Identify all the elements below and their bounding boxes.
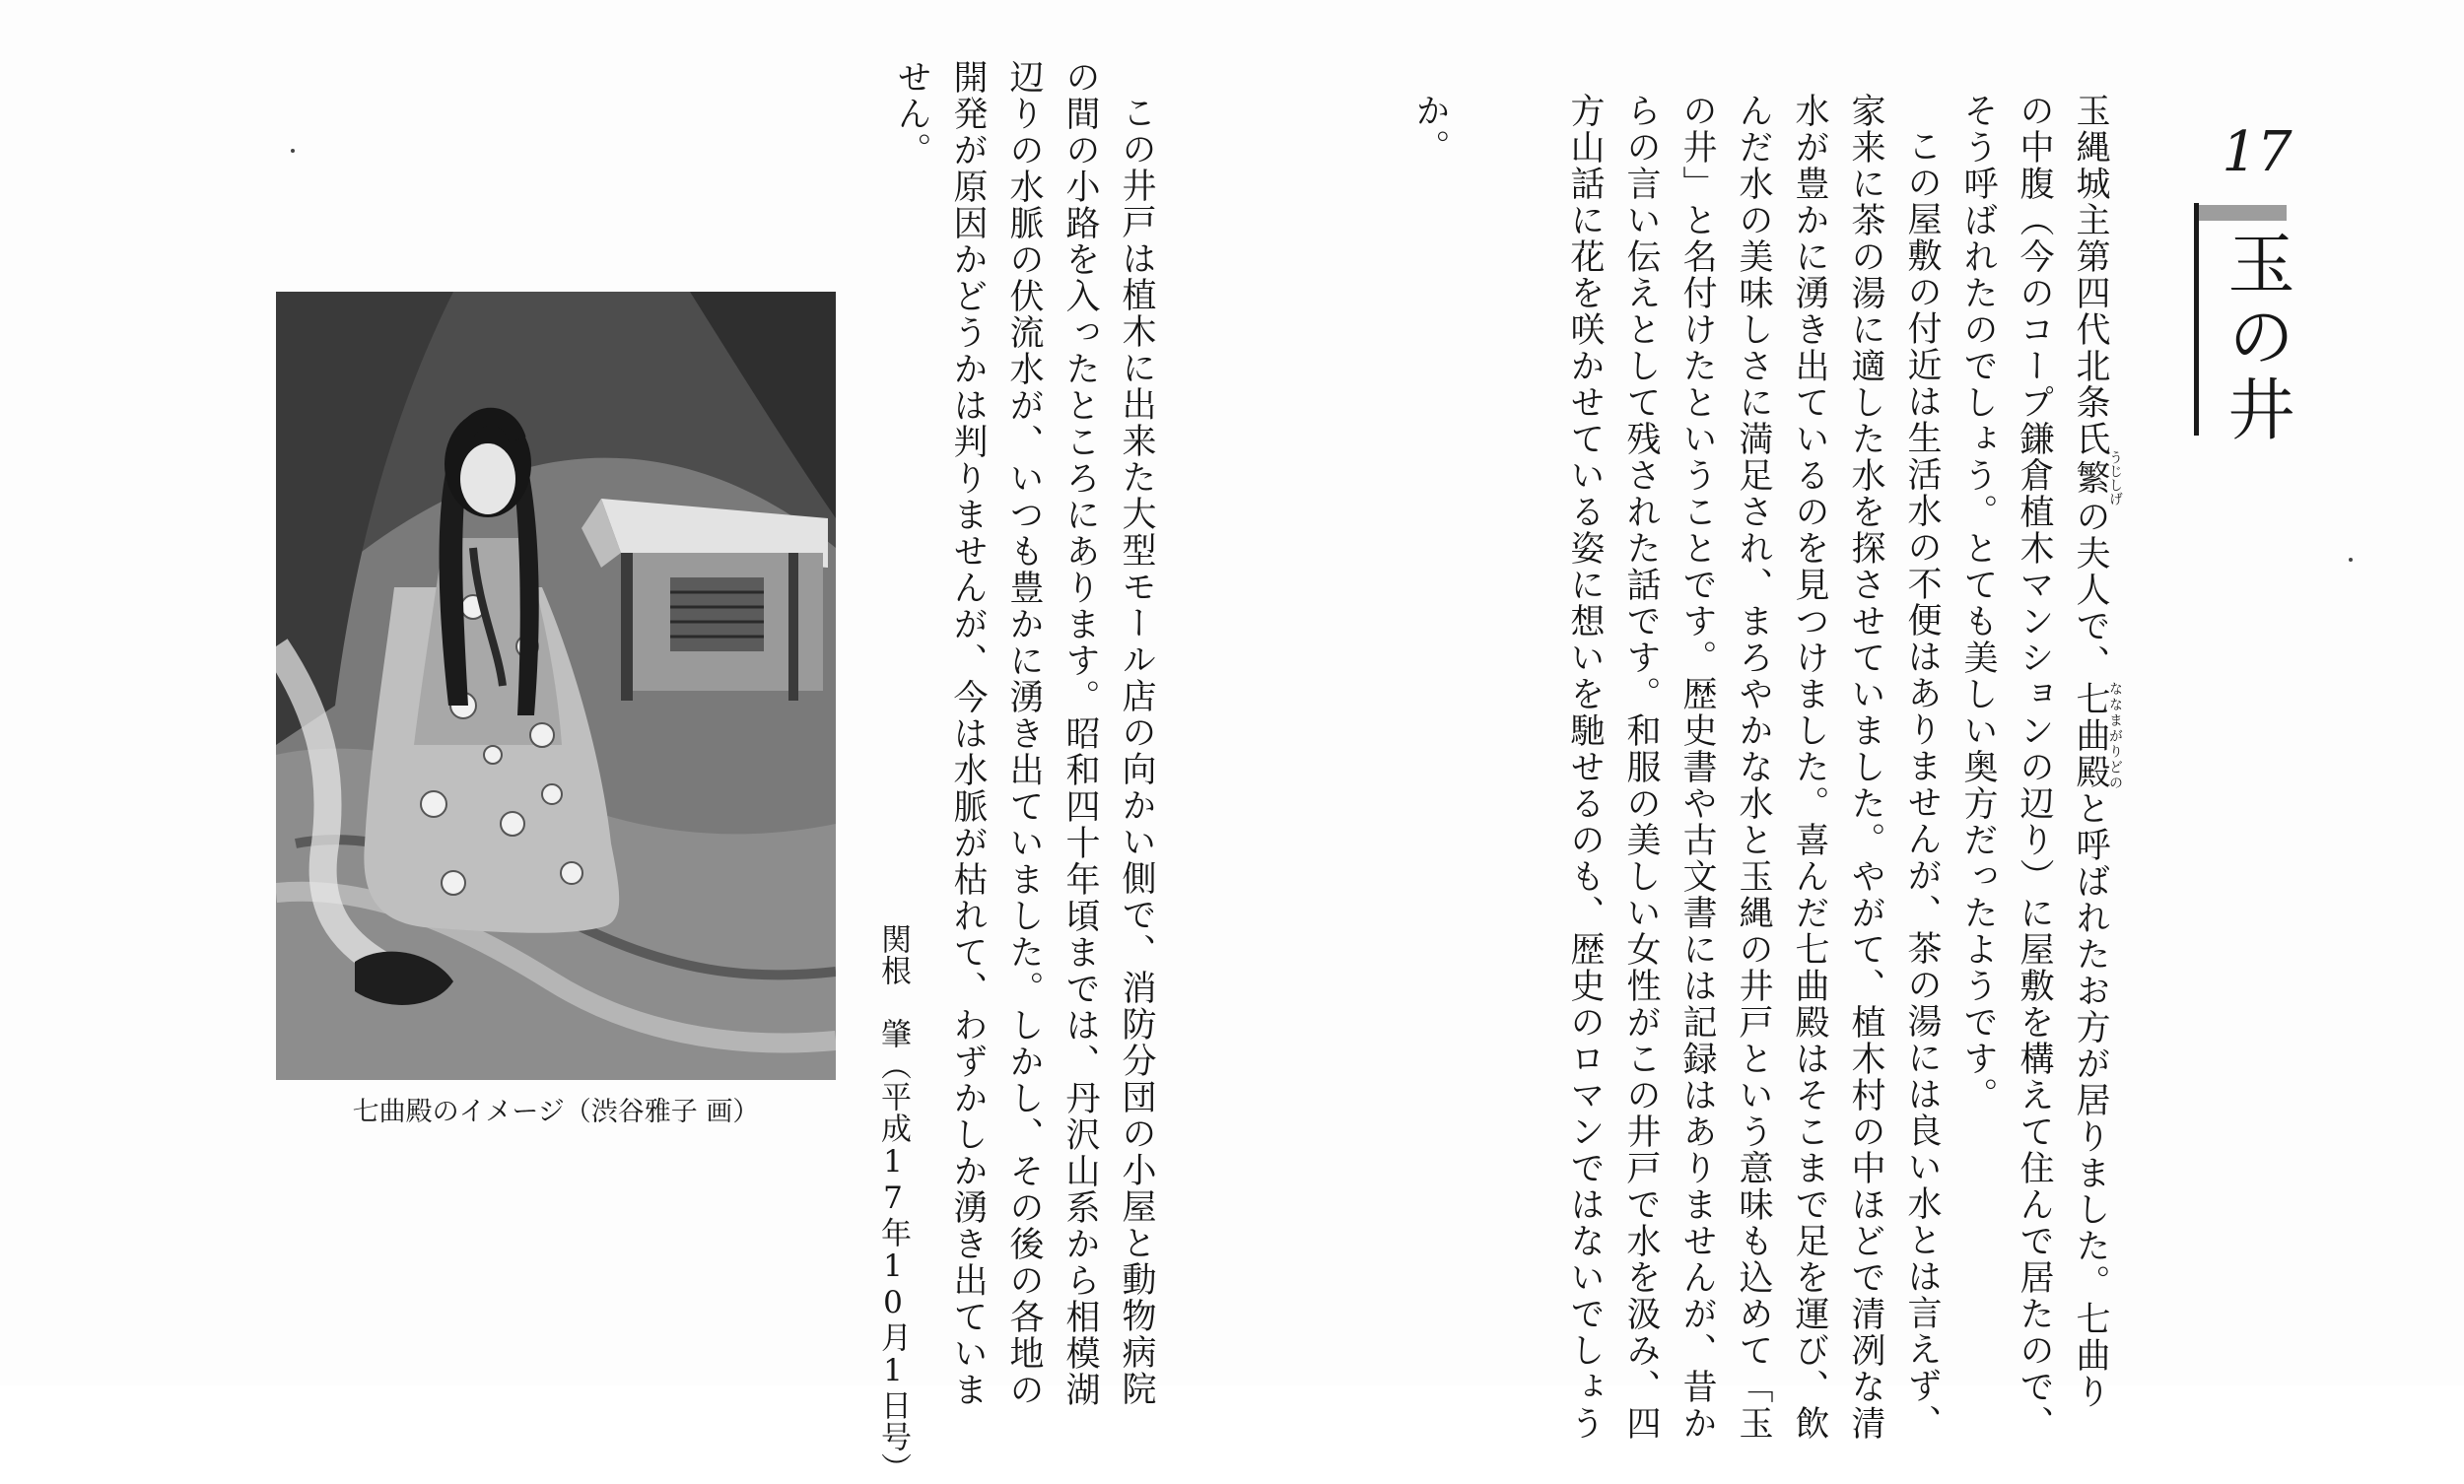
story-line: 家来に茶の湯に適した水を探させていました。やがて、植木村の中ほどで清冽な清 <box>1846 93 1885 1442</box>
illustration-ink-painting <box>276 292 836 1080</box>
story-line: そう呼ばれたのでしょう。とても美しい奥方だったようです。 <box>1958 93 1998 1113</box>
story-line: の井」と名付けたということです。歴史書や古文書には記録はありませんが、昔か <box>1677 93 1717 1442</box>
ink-painting-svg <box>276 292 836 1080</box>
chapter-title: 玉の井 <box>2217 229 2294 447</box>
story-line: 水が豊かに湧き出ているのを見つけました。喜んだ七曲殿はそこまで足を運び、飲 <box>1790 93 1829 1442</box>
print-speck <box>291 149 295 153</box>
story-line: 玉縄城主第四代北条氏繁うじしげの夫人で、七曲殿ななまがりどのと呼ばれたお方が居りました。七曲り <box>2071 93 2123 1410</box>
story-line: の中腹（今のコープ鎌倉植木マンションの辺り）に屋敷を構えて住んで居たので、 <box>2015 93 2054 1442</box>
story-line: か。 <box>1410 93 1450 166</box>
chapter-rule <box>2194 205 2287 221</box>
byline: 関根 肇（平成17年10月1日号） <box>875 923 911 1484</box>
story-line: んだ水の美味しさに満足され、まろやかな水と玉縄の井戸という意味も込めて「玉 <box>1734 93 1773 1442</box>
print-speck <box>2349 558 2353 562</box>
illustration-caption: 七曲殿のイメージ（渋谷雅子 画） <box>352 1097 760 1127</box>
story-line: せん。 <box>892 59 931 169</box>
chapter-number: 17 <box>2222 120 2293 184</box>
story-line: 方山話に花を咲かせている姿に想いを馳せるのも、歴史のロマンではないでしょう <box>1565 93 1605 1442</box>
story-line: この屋敷の付近は生活水の不便はありませんが、茶の湯には良い水とは言えず、 <box>1902 128 1942 1441</box>
story-line: 辺りの水脈の伏流水が、いつも豊かに湧き出ていました。しかし、その後の各地の <box>1004 59 1044 1408</box>
story-line: らの言い伝えとして残された話です。和服の美しい女性がこの井戸で水を汲み、四 <box>1621 93 1661 1442</box>
story-line: の間の小路を入ったところにあります。昭和四十年頃までは、丹沢山系から相模湖 <box>1061 59 1100 1408</box>
story-line: 開発が原因かどうかは判りませんが、今は水脈が枯れて、わずかしか湧き出ていま <box>948 59 988 1408</box>
story-line: この井戸は植木に出来た大型モール店の向かい側で、消防分団の小屋と動物病院 <box>1117 95 1156 1407</box>
